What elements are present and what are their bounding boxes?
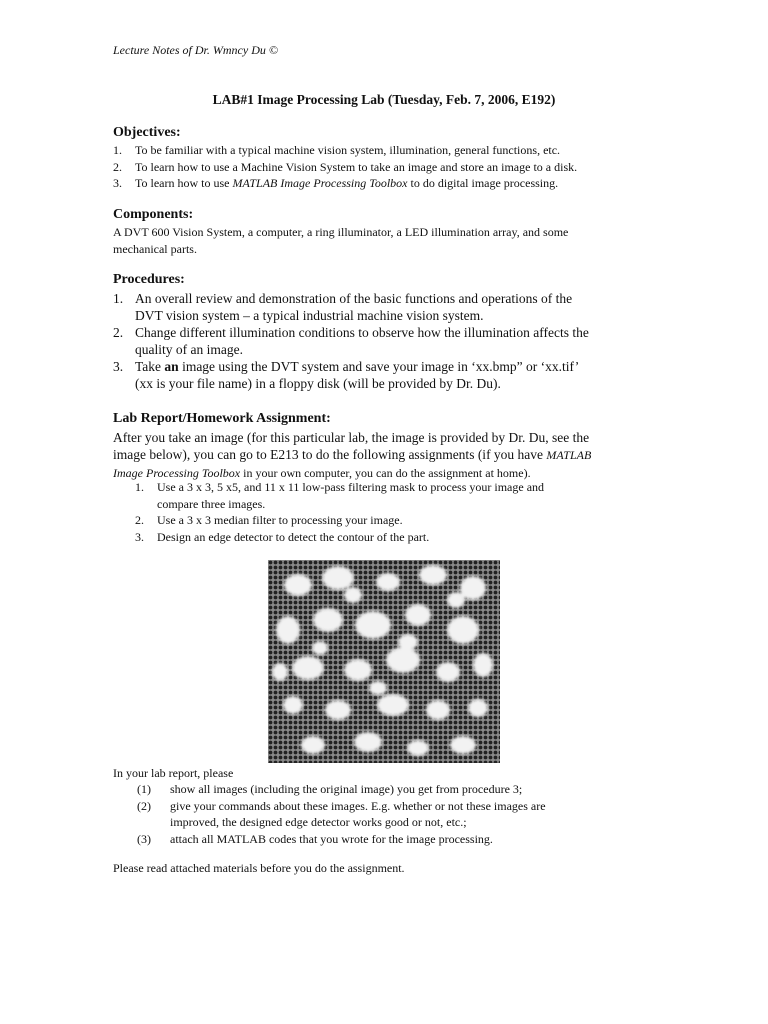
paragraph-line [113, 446, 673, 464]
list-number: 2. [135, 513, 144, 527]
toolbox-emphasis: Image Processing Toolbox [113, 466, 241, 480]
bright-blob [369, 681, 387, 695]
bright-blob [272, 663, 288, 681]
list-text: quality of an image. [135, 342, 243, 357]
list-item [113, 159, 673, 176]
bright-blob [419, 565, 447, 585]
bright-blob [301, 736, 325, 754]
bright-blob [377, 694, 409, 716]
list-number: 2. [113, 325, 124, 340]
bright-blob [325, 700, 351, 720]
bright-blob [376, 573, 400, 591]
list-number: 1. [113, 143, 122, 157]
lab-report-heading: Lab Report/Homework Assignment: [113, 411, 331, 426]
paragraph-line: After you take an image (for this particular lab, the image is provided by Dr. Du, see the [113, 430, 590, 445]
list-text: give your commands about these images. E.g. whether or not these images are [170, 798, 546, 813]
objectives-heading: Objectives: [113, 125, 181, 140]
bright-blob [322, 566, 354, 590]
list-number: 2. [113, 159, 122, 174]
list-text: An overall review and demonstration of the basic functions and operations of the [135, 291, 573, 306]
list-number: 1. [113, 291, 124, 306]
bright-blob [468, 699, 488, 717]
bright-blob [447, 616, 479, 644]
micrograph-svg [268, 560, 500, 763]
bright-blob [284, 574, 312, 596]
bright-blob [312, 641, 328, 655]
bright-blob [436, 662, 460, 682]
bright-blob [386, 647, 420, 673]
matlab-emphasis: MATLAB [546, 448, 592, 462]
bright-blob [276, 616, 300, 644]
list-text [135, 358, 673, 375]
bright-blob [344, 659, 372, 681]
list-text-pre: Take [135, 359, 165, 374]
list-text: Change different illumination conditions to observe how the illumination affects the [135, 325, 589, 340]
list-item [135, 479, 665, 512]
bright-blob [344, 587, 362, 603]
assignment-list [135, 479, 665, 545]
list-number: 3. [135, 529, 144, 544]
components-text [113, 224, 673, 257]
bright-blob [283, 696, 303, 714]
list-item [113, 290, 673, 324]
list-text-post: to do digital image processing. [407, 176, 559, 190]
list-number: (3) [137, 831, 151, 846]
list-text: attach all MATLAB codes that you wrote for the image processing. [170, 831, 493, 846]
list-item [113, 175, 673, 192]
list-item [135, 529, 665, 546]
list-text: show all images (including the original image) you get from procedure 3; [170, 782, 523, 796]
list-text: Design an edge detector to detect the contour of the part. [157, 529, 430, 544]
paragraph-text: image below), you can go to E213 to do the following assignments (if you have [113, 447, 547, 462]
list-number: (2) [137, 798, 151, 813]
bright-blob [405, 604, 431, 626]
list-item [113, 142, 673, 159]
list-text: compare three images. [157, 496, 266, 511]
bright-blob [426, 700, 450, 720]
page-title: LAB#1 Image Processing Lab (Tuesday, Feb. 7, 2006, E192) [212, 92, 556, 107]
list-text: To be familiar with a typical machine vision system, illumination, general functions, etc. [135, 143, 561, 157]
list-item [137, 781, 657, 798]
bright-blob [473, 653, 493, 677]
list-item [137, 798, 657, 831]
list-text-pre: To learn how to use [135, 176, 233, 190]
list-item [135, 512, 665, 529]
list-text: improved, the designed edge detector works good or not, etc.; [170, 815, 467, 829]
list-item [113, 324, 673, 358]
bright-blob [354, 732, 382, 752]
list-number: 3. [113, 176, 122, 190]
list-item [137, 831, 657, 848]
components-line: mechanical parts. [113, 241, 197, 256]
components-line: A DVT 600 Vision System, a computer, a ring illuminator, a LED illumination array, and some [113, 225, 569, 239]
lab-report-paragraph [113, 429, 673, 482]
bright-blob [407, 740, 429, 756]
list-text: DVT vision system – a typical industrial machine vision system. [135, 308, 484, 323]
procedures-list [113, 290, 673, 392]
bright-blob [313, 608, 343, 632]
lecture-notes-header: Lecture Notes of Dr. Wmncy Du © [113, 43, 278, 57]
list-text: (xx is your file name) in a floppy disk (will be provided by Dr. Du). [135, 376, 501, 391]
bright-blob [355, 611, 391, 639]
components-heading: Components: [113, 207, 194, 222]
list-number: 1. [135, 480, 144, 494]
procedures-heading: Procedures: [113, 272, 185, 287]
objectives-list [113, 142, 673, 192]
report-list [137, 781, 657, 847]
list-item [113, 358, 673, 392]
bright-blob [450, 736, 476, 754]
list-number: (1) [137, 782, 151, 796]
list-number: 3. [113, 359, 124, 374]
list-text: Use a 3 x 3 median filter to processing your image. [157, 513, 403, 527]
list-text-post: image using the DVT system and save your image in ‘xx.bmp” or ‘xx.tif’ [178, 359, 580, 374]
micrograph-image [268, 560, 500, 763]
closing-note: Please read attached materials before you do the assignment. [113, 861, 405, 875]
list-text: Use a 3 x 3, 5 x5, and 11 x 11 low-pass filtering mask to process your image and [157, 480, 545, 494]
paragraph-text: in your own computer, you can do the assignment at home). [240, 466, 531, 480]
list-text: To learn how to use a Machine Vision System to take an image and store an image to a disk. [135, 159, 578, 174]
emphasis-an: an [164, 359, 179, 374]
bright-blob [447, 592, 465, 608]
bright-blob [292, 656, 324, 680]
matlab-toolbox-emphasis: MATLAB Image Processing Toolbox [232, 176, 408, 190]
report-intro: In your lab report, please [113, 766, 234, 780]
bright-blob [398, 634, 418, 650]
